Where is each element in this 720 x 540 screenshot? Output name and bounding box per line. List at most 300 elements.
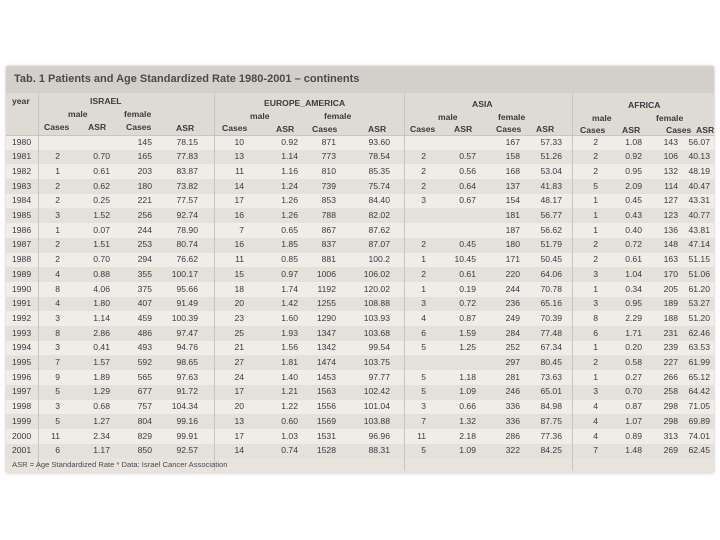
europe-female-asr-cell: 103.68 (363, 327, 390, 338)
asia-male-cases-cell: 2 (421, 180, 426, 191)
asia-male-asr-cell: 0.56 (459, 165, 476, 176)
asia-female-asr-header: ASR (536, 124, 555, 134)
africa-male-asr-cell: 1.71 (625, 327, 642, 338)
column-divider (38, 93, 39, 471)
israel-female-asr-cell: 100.39 (171, 312, 198, 323)
asia-female-cases-cell: 236 (505, 298, 520, 309)
israel-male-asr-cell: 0.68 (93, 401, 110, 412)
africa-male-cases-cell: 2 (593, 136, 598, 147)
israel-female-cases-cell: 804 (137, 415, 152, 426)
europe-female-asr-cell: 82.02 (368, 210, 390, 220)
israel-female-cases-cell: 180 (137, 180, 152, 191)
israel-female-cases-cell: 459 (137, 312, 152, 323)
asia-male-asr-cell: 0.66 (459, 401, 476, 412)
year-cell: 1981 (12, 151, 32, 162)
africa-male-header: male (592, 113, 612, 123)
asia-female-header: female (498, 112, 526, 122)
europe-female-asr-cell: 101.04 (363, 401, 390, 412)
africa-male-cases-cell: 3 (593, 298, 598, 309)
asia-female-cases-cell: 168 (505, 165, 520, 176)
europe-female-asr-cell: 108.88 (363, 298, 390, 309)
africa-female-asr-cell: 40.47 (688, 180, 710, 191)
asia-male-asr-cell: 0.72 (459, 298, 476, 309)
israel-female-cases-cell: 850 (137, 445, 152, 456)
europe-female-asr-cell: 84.40 (368, 195, 390, 206)
europe-male-cases-cell: 17 (234, 195, 244, 206)
asia-female-cases-cell: 281 (505, 371, 520, 382)
asia-female-cases-cell: 249 (505, 312, 520, 323)
europe-female-cases-cell: 810 (321, 165, 336, 176)
africa-female-cases-cell: 163 (663, 254, 678, 265)
asia-female-asr-cell: 50.45 (540, 254, 562, 265)
europe-female-cases-cell: 1192 (317, 283, 336, 294)
israel-female-asr-cell: 91.72 (176, 386, 198, 397)
europe-male-cases-cell: 25 (234, 327, 244, 338)
asia-female-cases-cell: 167 (505, 136, 520, 147)
europe-male-asr-cell: 1.22 (281, 401, 298, 412)
africa-female-cases-cell: 123 (663, 210, 678, 220)
column-divider (572, 93, 573, 471)
africa-female-asr-cell: 62.45 (688, 445, 710, 456)
africa-male-asr-cell: 1.04 (625, 268, 642, 279)
year-cell: 1999 (12, 415, 32, 426)
table-row (6, 253, 714, 268)
europe-male-cases-cell: 11 (235, 165, 244, 176)
africa-male-asr-cell: 1.08 (625, 136, 642, 147)
asia-male-cases-cell: 3 (421, 401, 426, 412)
africa-male-asr-cell: 0.58 (625, 357, 642, 367)
europe-male-cases-cell: 24 (234, 371, 244, 382)
europe-male-asr-cell: 1.56 (281, 342, 298, 353)
asia-female-asr-cell: 56.62 (540, 224, 562, 235)
africa-male-asr-cell: 2.09 (625, 180, 642, 191)
asia-female-cases-cell: 158 (505, 151, 520, 162)
israel-female-asr-cell: 78.90 (176, 224, 198, 235)
africa-male-asr-cell: 0.43 (625, 210, 642, 220)
europe-male-asr-cell: 1.26 (281, 195, 298, 206)
israel-male-cases-cell: 6 (55, 445, 60, 456)
table-row (6, 282, 714, 297)
israel-male-cases-cell: 9 (55, 371, 60, 382)
africa-male-asr-cell: 2.29 (625, 312, 642, 323)
europe-female-cases-cell: 1556 (316, 401, 336, 412)
europe-male-asr-cell: 1.14 (281, 151, 298, 162)
europe-female-asr-cell: 96.96 (368, 430, 390, 441)
europe-female-asr-cell: 103.93 (363, 312, 390, 323)
europe-male-asr-cell: 0.97 (281, 268, 298, 279)
africa-female-asr-cell: 64.42 (688, 386, 710, 397)
asia-male-cases-cell: 2 (421, 268, 426, 279)
israel-male-cases-cell: 2 (55, 195, 60, 206)
israel-female-asr-cell: 73.82 (176, 180, 198, 191)
africa-male-asr-cell: 0.72 (625, 239, 642, 250)
israel-female-cases-cell: 256 (137, 210, 152, 220)
europe-male-cases-cell: 7 (239, 224, 244, 235)
europe-female-cases-cell: 1474 (316, 357, 336, 367)
asia-female-asr-cell: 87.75 (540, 415, 562, 426)
africa-female-cases-cell: 188 (663, 312, 678, 323)
africa-female-asr-cell: 71.05 (688, 401, 710, 412)
table-row (6, 444, 714, 459)
israel-female-cases-cell: 493 (137, 342, 152, 353)
africa-male-cases-cell: 3 (593, 268, 598, 279)
asia-male-cases-cell: 2 (421, 151, 426, 162)
africa-female-asr-cell: 65.12 (688, 371, 710, 382)
asia-male-cases-cell: 5 (421, 386, 426, 397)
europe-female-asr-cell: 102.42 (363, 386, 390, 397)
asia-female-cases-cell: 180 (505, 239, 520, 250)
europe-female-cases-cell: 1342 (316, 342, 336, 353)
africa-male-asr-cell: 0.70 (625, 386, 642, 397)
africa-male-cases-cell: 3 (593, 386, 598, 397)
year-cell: 1985 (12, 210, 32, 220)
israel-female-asr-cell: 92.74 (176, 210, 198, 220)
europe-male-cases-cell: 13 (234, 151, 244, 162)
asia-female-cases-cell: 286 (505, 430, 520, 441)
israel-female-header: female (124, 109, 152, 119)
asia-male-cases-cell: 5 (421, 445, 426, 456)
africa-female-cases-cell: 298 (663, 401, 678, 412)
africa-male-cases-cell: 1 (593, 224, 598, 235)
asia-male-asr-cell: 0.45 (459, 239, 476, 250)
europe-male-asr-cell: 1.24 (281, 180, 298, 191)
europe-male-cases-cell: 10 (234, 136, 244, 147)
africa-male-asr-cell: 0.61 (625, 254, 642, 265)
israel-male-cases-cell: 11 (51, 430, 60, 441)
africa-female-cases-cell: 205 (663, 283, 678, 294)
africa-male-asr-cell: 0.89 (625, 430, 642, 441)
israel-female-asr-cell: 100.17 (171, 268, 198, 279)
africa-male-asr-cell: 0.34 (625, 283, 642, 294)
year-cell: 1997 (12, 386, 32, 397)
asia-male-cases-cell: 2 (421, 165, 426, 176)
africa-female-asr-cell: 56.07 (688, 136, 710, 147)
israel-female-asr-cell: 77.57 (176, 195, 198, 206)
israel-female-cases-cell: 757 (137, 401, 152, 412)
europe-female-asr-cell: 78.54 (368, 151, 390, 162)
europe-female-cases-header: Cases (312, 124, 338, 134)
europe-female-asr-cell: 87.62 (368, 224, 390, 235)
europe-male-asr-cell: 0.92 (281, 136, 298, 147)
africa-female-cases-cell: 239 (663, 342, 678, 353)
europe-female-cases-cell: 1569 (316, 415, 336, 426)
europe-female-cases-cell: 1453 (316, 371, 336, 382)
asia-female-cases-cell: 336 (505, 401, 520, 412)
asia-male-cases-cell: 7 (421, 415, 426, 426)
israel-male-asr-cell: 0.70 (93, 254, 110, 265)
africa-female-cases-cell: 170 (663, 268, 678, 279)
europe-female-asr-cell: 100.2 (368, 254, 390, 265)
israel-male-cases-cell: 2 (55, 180, 60, 191)
table-row (6, 341, 714, 356)
asia-male-asr-cell: 1.09 (459, 445, 476, 456)
europe-female-asr-cell: 75.74 (368, 180, 390, 191)
europe-male-asr-cell: 1.93 (281, 327, 298, 338)
africa-female-cases-header: Cases (666, 125, 692, 135)
israel-male-cases-cell: 8 (55, 283, 60, 294)
africa-male-asr-cell: 0.87 (625, 401, 642, 412)
asia-female-cases-cell: 171 (505, 254, 520, 265)
column-divider (404, 93, 405, 471)
israel-male-cases-cell: 5 (55, 415, 60, 426)
israel-female-cases-cell: 375 (137, 283, 152, 294)
table-row (6, 194, 714, 209)
asia-female-asr-cell: 67.34 (540, 342, 562, 353)
africa-male-asr-cell: 0.95 (625, 165, 642, 176)
europe-female-cases-cell: 773 (321, 151, 336, 162)
africa-female-asr-cell: 43.31 (688, 195, 710, 206)
africa-female-asr-cell: 61.99 (688, 357, 710, 367)
africa-male-asr-cell: 0.92 (625, 151, 642, 162)
africa-male-cases-cell: 4 (593, 430, 598, 441)
table-row (6, 326, 714, 341)
israel-male-cases-header: Cases (44, 122, 70, 132)
israel-male-asr-cell: 1.17 (93, 445, 110, 456)
africa-male-cases-cell: 2 (593, 357, 598, 367)
israel-male-cases-cell: 4 (55, 268, 60, 279)
israel-male-asr-cell: 0.62 (93, 180, 110, 191)
israel-female-cases-cell: 355 (137, 268, 152, 279)
table-title: Tab. 1 Patients and Age Standardized Rate 1980-2001 – continents (14, 73, 360, 85)
israel-female-asr-cell: 97.47 (176, 327, 198, 338)
asia-male-cases-cell: 2 (421, 239, 426, 250)
year-cell: 1987 (12, 239, 32, 250)
africa-female-cases-cell: 298 (663, 415, 678, 426)
table-photo (6, 66, 714, 473)
israel-male-asr-cell: 4.06 (93, 283, 110, 294)
asia-male-asr-cell: 1.25 (459, 342, 476, 353)
europe-female-cases-cell: 1255 (316, 298, 336, 309)
israel-male-asr-cell: 0.07 (93, 224, 110, 235)
asia-female-cases-cell: 246 (505, 386, 520, 397)
africa-female-cases-cell: 132 (663, 165, 678, 176)
asia-male-asr-cell: 1.32 (459, 415, 476, 426)
africa-female-asr-cell: 47.14 (688, 239, 710, 250)
africa-male-cases-cell: 2 (593, 254, 598, 265)
israel-female-asr-cell: 98.65 (176, 357, 198, 367)
israel-male-cases-cell: 5 (55, 386, 60, 397)
africa-male-asr-header: ASR (622, 125, 641, 135)
year-cell: 1998 (12, 401, 32, 412)
israel-female-cases-cell: 407 (137, 298, 152, 309)
asia-female-asr-cell: 53.04 (540, 165, 562, 176)
europe-female-asr-cell: 120.02 (363, 283, 390, 294)
footnote: ASR = Age Standardized Rate * Data: Israel Cancer Association (12, 460, 228, 469)
europe-female-cases-cell: 739 (321, 180, 336, 191)
africa-female-cases-cell: 148 (663, 239, 678, 250)
asia-male-asr-cell: 1.09 (459, 386, 476, 397)
israel-male-asr-cell: 2.34 (93, 430, 110, 441)
year-cell: 1988 (12, 254, 32, 265)
europe-male-cases-cell: 20 (234, 298, 244, 309)
israel-female-cases-cell: 221 (137, 195, 152, 206)
europe-male-cases-cell: 14 (234, 180, 244, 191)
asia-female-asr-cell: 84.98 (540, 401, 562, 412)
asia-male-header: male (438, 112, 458, 122)
asia-male-asr-cell: 2.18 (459, 430, 476, 441)
asia-male-cases-cell: 1 (421, 283, 426, 294)
africa-female-asr-cell: 40.13 (688, 151, 710, 162)
column-divider (214, 93, 215, 471)
africa-female-asr-cell: 62.46 (688, 327, 710, 338)
year-cell: 1990 (12, 283, 32, 294)
africa-female-asr-cell: 63.53 (688, 342, 710, 353)
europe-female-cases-cell: 1531 (316, 430, 336, 441)
africa-male-cases-cell: 2 (593, 151, 598, 162)
header-divider (6, 135, 714, 136)
asia-female-asr-cell: 51.26 (540, 151, 562, 162)
africa-female-cases-cell: 258 (663, 386, 678, 397)
europe-male-asr-cell: 0.74 (281, 445, 298, 456)
year-header: year (12, 96, 30, 106)
europe-female-cases-cell: 871 (321, 136, 336, 147)
table-row (6, 150, 714, 165)
africa-male-cases-cell: 1 (593, 195, 598, 206)
europe-male-cases-cell: 14 (234, 445, 244, 456)
asia-male-asr-cell: 0.67 (459, 195, 476, 206)
africa-male-cases-cell: 2 (593, 165, 598, 176)
africa-female-asr-cell: 61.20 (688, 283, 710, 294)
region-asia: ASIA (472, 99, 493, 109)
europe-female-asr-cell: 93.60 (368, 136, 390, 147)
asia-female-asr-cell: 80.45 (540, 357, 562, 367)
table-row (6, 238, 714, 253)
africa-male-cases-cell: 8 (593, 312, 598, 323)
asia-female-asr-cell: 84.25 (540, 445, 562, 456)
europe-male-cases-cell: 11 (235, 254, 244, 265)
africa-male-asr-cell: 0.40 (625, 224, 642, 235)
europe-female-asr-header: ASR (368, 124, 387, 134)
africa-female-asr-cell: 40.77 (688, 210, 710, 220)
africa-female-cases-cell: 231 (663, 327, 678, 338)
israel-male-header: male (68, 109, 88, 119)
africa-male-asr-cell: 1.48 (625, 445, 642, 456)
europe-male-cases-cell: 21 (234, 342, 244, 353)
europe-male-asr-cell: 1.03 (281, 430, 298, 441)
year-cell: 2000 (12, 430, 32, 441)
europe-male-cases-cell: 20 (234, 401, 244, 412)
year-cell: 1983 (12, 180, 32, 191)
israel-female-cases-cell: 294 (137, 254, 152, 265)
europe-female-asr-cell: 106.02 (363, 268, 390, 279)
europe-male-cases-cell: 13 (234, 415, 244, 426)
asia-male-asr-cell: 0.64 (459, 180, 476, 191)
europe-male-cases-cell: 23 (234, 312, 244, 323)
israel-female-cases-cell: 565 (137, 371, 152, 382)
africa-female-asr-cell: 53.27 (688, 298, 710, 309)
africa-female-asr-cell: 69.89 (688, 415, 710, 426)
europe-male-asr-cell: 1.21 (281, 386, 298, 397)
europe-male-asr-cell: 1.60 (281, 312, 298, 323)
israel-female-cases-cell: 592 (137, 357, 152, 367)
africa-female-cases-cell: 127 (663, 195, 678, 206)
table-row (6, 356, 714, 371)
israel-female-asr-cell: 94.76 (176, 342, 198, 353)
asia-male-cases-header: Cases (410, 124, 436, 134)
israel-female-cases-cell: 203 (137, 165, 152, 176)
israel-female-asr-cell: 77.83 (176, 151, 198, 162)
year-cell: 1980 (12, 136, 32, 147)
africa-male-asr-cell: 0.20 (625, 342, 642, 353)
africa-female-cases-cell: 269 (663, 445, 678, 456)
israel-male-cases-cell: 3 (55, 312, 60, 323)
asia-female-cases-cell: 284 (505, 327, 520, 338)
israel-male-cases-cell: 4 (55, 298, 60, 309)
europe-female-asr-cell: 103.88 (363, 415, 390, 426)
africa-female-cases-cell: 136 (663, 224, 678, 235)
table-row (6, 297, 714, 312)
year-cell: 1996 (12, 371, 32, 382)
europe-female-asr-cell: 103.75 (363, 357, 390, 367)
region-europe-america: EUROPE_AMERICA (264, 98, 346, 108)
asia-male-cases-cell: 3 (421, 195, 426, 206)
israel-female-cases-cell: 677 (137, 386, 152, 397)
asia-male-cases-cell: 11 (417, 430, 426, 441)
israel-male-cases-cell: 3 (55, 401, 60, 412)
israel-female-cases-cell: 253 (137, 239, 152, 250)
europe-male-asr-header: ASR (276, 124, 295, 134)
title-bar (6, 66, 714, 93)
europe-female-header: female (324, 111, 352, 121)
asia-female-cases-cell: 187 (505, 224, 520, 235)
africa-male-cases-header: Cases (580, 125, 606, 135)
africa-female-cases-cell: 266 (663, 371, 678, 382)
europe-female-cases-cell: 1347 (316, 327, 336, 338)
israel-male-cases-cell: 1 (55, 224, 60, 235)
africa-female-header: female (656, 113, 684, 123)
israel-male-asr-cell: 1.52 (93, 210, 110, 220)
europe-male-cases-cell: 15 (234, 268, 244, 279)
africa-male-asr-cell: 0.27 (625, 371, 642, 382)
asia-female-asr-cell: 73.63 (540, 371, 562, 382)
israel-male-asr-cell: 1.57 (93, 357, 110, 367)
israel-female-cases-cell: 244 (137, 224, 152, 235)
africa-male-asr-cell: 1.07 (625, 415, 642, 426)
israel-female-asr-cell: 97.63 (176, 371, 198, 382)
table-row (6, 385, 714, 400)
asia-male-cases-cell: 4 (421, 312, 426, 323)
africa-male-cases-cell: 1 (593, 371, 598, 382)
europe-male-asr-cell: 0.85 (281, 254, 298, 265)
asia-male-asr-cell: 1.18 (459, 371, 476, 382)
israel-male-asr-cell: 0.41 (93, 342, 110, 353)
africa-female-asr-header: ASR (696, 125, 714, 135)
europe-female-cases-cell: 853 (321, 195, 336, 206)
table-row (6, 267, 714, 282)
europe-male-asr-cell: 1.40 (281, 371, 298, 382)
table-row (6, 209, 714, 224)
asia-male-asr-cell: 0.57 (459, 151, 476, 162)
year-cell: 1992 (12, 312, 32, 323)
year-cell: 1993 (12, 327, 32, 338)
asia-female-asr-cell: 51.79 (540, 239, 562, 250)
year-cell: 1991 (12, 298, 32, 309)
europe-female-asr-cell: 88.31 (368, 445, 390, 456)
asia-male-cases-cell: 5 (421, 371, 426, 382)
table-row (6, 311, 714, 326)
africa-male-cases-cell: 7 (593, 445, 598, 456)
europe-male-cases-cell: 27 (234, 357, 244, 367)
europe-female-cases-cell: 1528 (316, 445, 336, 456)
europe-male-asr-cell: 1.26 (281, 210, 298, 220)
israel-male-cases-cell: 1 (55, 165, 60, 176)
asia-male-cases-cell: 6 (421, 327, 426, 338)
region-africa: AFRICA (628, 100, 661, 110)
year-cell: 1995 (12, 357, 32, 367)
asia-female-asr-cell: 65.16 (540, 298, 562, 309)
year-cell: 1982 (12, 165, 32, 176)
asia-female-cases-cell: 336 (505, 415, 520, 426)
